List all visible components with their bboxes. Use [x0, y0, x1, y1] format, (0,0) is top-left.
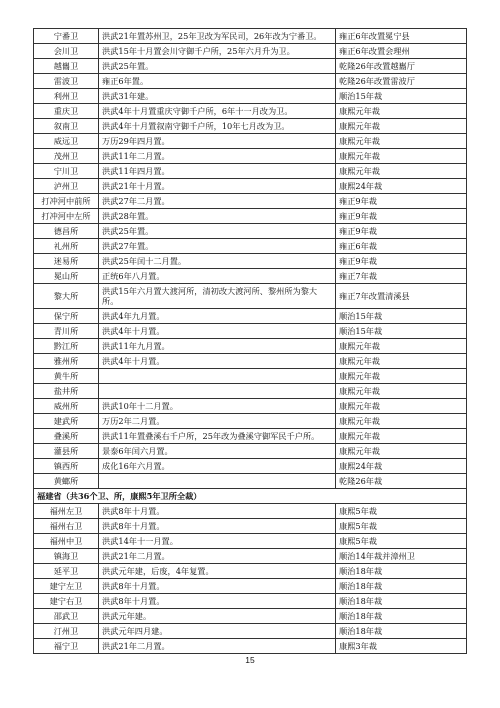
table-row — [34, 384, 467, 399]
history-cell: 洪武21年置苏州卫，25年卫改为军民司，26年改为宁番卫。 — [99, 29, 336, 44]
history-cell: 洪武4年十月置。 — [99, 324, 336, 339]
fate-cell: 顺治18年裁 — [336, 579, 467, 594]
garrison-name-cell: 邵武卫 — [34, 609, 99, 624]
table-row — [34, 74, 467, 89]
fate-cell: 雍正7年裁 — [336, 269, 467, 284]
garrison-name-cell: 利州卫 — [34, 89, 99, 104]
garrison-name-cell: 灌县所 — [34, 444, 99, 459]
history-cell: 洪武4年十月置叙南守御千户所，10年七月改为卫。 — [99, 119, 336, 134]
fate-cell: 康熙元年裁 — [336, 429, 467, 444]
fate-cell: 康熙元年裁 — [336, 414, 467, 429]
table-row — [34, 194, 467, 209]
history-cell: 洪武4年十月置重庆守御千户所，6年十一月改为卫。 — [99, 104, 336, 119]
garrison-name-cell: 叠溪所 — [34, 429, 99, 444]
fate-cell: 雍正7年改置清溪县 — [336, 284, 467, 309]
table-row — [34, 369, 467, 384]
history-cell: 洪武11年二月置。 — [99, 149, 336, 164]
history-cell: 洪武8年十月置。 — [99, 594, 336, 609]
garrison-name-cell: 建宁左卫 — [34, 579, 99, 594]
history-cell: 正统6年八月置。 — [99, 269, 336, 284]
history-cell: 洪武4年十月置。 — [99, 354, 336, 369]
table-row — [34, 564, 467, 579]
fate-cell: 乾隆26年裁 — [336, 474, 467, 489]
history-cell: 洪武元年建，后废，4年复置。 — [99, 564, 336, 579]
garrison-name-cell: 汀州卫 — [34, 624, 99, 639]
garrison-name-cell: 威远卫 — [34, 134, 99, 149]
fate-cell: 顺治15年裁 — [336, 309, 467, 324]
garrison-name-cell: 泸州卫 — [34, 179, 99, 194]
fate-cell: 顺治14年裁并漳州卫 — [336, 549, 467, 564]
history-cell: 洪武21年十月置。 — [99, 179, 336, 194]
table-row — [34, 284, 467, 309]
garrison-name-cell: 福州中卫 — [34, 534, 99, 549]
table-row — [34, 639, 467, 654]
table-row — [34, 579, 467, 594]
table-row — [34, 609, 467, 624]
garrison-name-cell: 打冲河中左所 — [34, 209, 99, 224]
fate-cell: 康熙24年裁 — [336, 459, 467, 474]
fate-cell: 乾隆26年改置雷波厅 — [336, 74, 467, 89]
fate-cell: 康熙元年裁 — [336, 149, 467, 164]
table-row — [34, 149, 467, 164]
fate-cell: 康熙元年裁 — [336, 339, 467, 354]
fate-cell: 康熙元年裁 — [336, 384, 467, 399]
garrison-name-cell: 越巂卫 — [34, 59, 99, 74]
table-row — [34, 179, 467, 194]
history-cell: 洪武27年二月置。 — [99, 194, 336, 209]
table-row — [34, 444, 467, 459]
page-number: 15 — [245, 655, 255, 665]
table-row — [34, 209, 467, 224]
table-row — [34, 254, 467, 269]
table-row — [34, 339, 467, 354]
table-row — [34, 44, 467, 59]
fate-cell: 雍正9年裁 — [336, 194, 467, 209]
garrison-name-cell: 福州左卫 — [34, 504, 99, 519]
garrison-name-cell: 建宁右卫 — [34, 594, 99, 609]
garrison-name-cell: 冕山所 — [34, 269, 99, 284]
garrison-name-cell: 雅州所 — [34, 354, 99, 369]
garrison-name-cell: 延平卫 — [34, 564, 99, 579]
history-cell: 洪武14年十一月置。 — [99, 534, 336, 549]
fate-cell: 康熙元年裁 — [336, 354, 467, 369]
table-row — [34, 29, 467, 44]
history-cell: 万历2年二月置。 — [99, 414, 336, 429]
fate-cell: 康熙元年裁 — [336, 104, 467, 119]
garrison-name-cell: 福宁卫 — [34, 639, 99, 654]
history-cell: 洪武8年十月置。 — [99, 579, 336, 594]
table-row — [34, 119, 467, 134]
fate-cell: 雍正9年裁 — [336, 209, 467, 224]
table-row — [34, 324, 467, 339]
table-row — [34, 519, 467, 534]
garrison-name-cell: 茂州卫 — [34, 149, 99, 164]
garrison-name-cell: 黔江所 — [34, 339, 99, 354]
fate-cell: 顺治15年裁 — [336, 89, 467, 104]
table-row — [34, 104, 467, 119]
history-cell: 洪武8年十月置。 — [99, 504, 336, 519]
table-row — [34, 534, 467, 549]
garrison-name-cell: 雷波卫 — [34, 74, 99, 89]
table-row — [34, 239, 467, 254]
fate-cell: 顺治15年裁 — [336, 324, 467, 339]
table-row — [34, 624, 467, 639]
table-row — [34, 429, 467, 444]
fate-cell: 康熙元年裁 — [336, 134, 467, 149]
fate-cell: 康熙元年裁 — [336, 119, 467, 134]
fate-cell: 康熙元年裁 — [336, 399, 467, 414]
table-row — [34, 224, 467, 239]
history-cell: 雍正6年置。 — [99, 74, 336, 89]
garrison-name-cell: 礼州所 — [34, 239, 99, 254]
fate-cell: 乾隆26年改置越巂厅 — [336, 59, 467, 74]
fate-cell: 顺治18年裁 — [336, 594, 467, 609]
garrison-name-cell: 叙南卫 — [34, 119, 99, 134]
garrison-name-cell: 德昌所 — [34, 224, 99, 239]
history-cell: 洪武8年十月置。 — [99, 519, 336, 534]
garrison-name-cell: 镇西所 — [34, 459, 99, 474]
fate-cell: 雍正9年裁 — [336, 254, 467, 269]
history-cell: 洪武元年建。 — [99, 609, 336, 624]
fate-cell: 康熙5年裁 — [336, 519, 467, 534]
fate-cell: 康熙5年裁 — [336, 504, 467, 519]
history-cell: 洪武25年置。 — [99, 59, 336, 74]
table-row — [34, 164, 467, 179]
history-cell: 景泰6年闰六月置。 — [99, 444, 336, 459]
history-cell: 洪武4年九月置。 — [99, 309, 336, 324]
table-row — [34, 399, 467, 414]
fate-cell: 康熙元年裁 — [336, 369, 467, 384]
garrison-name-cell: 宁川卫 — [34, 164, 99, 179]
garrison-table — [33, 28, 467, 654]
garrison-name-cell: 保宁所 — [34, 309, 99, 324]
table-row — [34, 89, 467, 104]
garrison-name-cell: 镇海卫 — [34, 549, 99, 564]
fate-cell: 雍正6年裁 — [336, 239, 467, 254]
history-cell — [99, 474, 336, 489]
history-cell: 洪武21年二月置。 — [99, 639, 336, 654]
table-body — [34, 29, 467, 654]
history-cell: 洪武21年二月置。 — [99, 549, 336, 564]
history-cell: 洪武25年闰十二月置。 — [99, 254, 336, 269]
fate-cell: 顺治18年裁 — [336, 624, 467, 639]
fate-cell: 雍正9年裁 — [336, 224, 467, 239]
fate-cell: 康熙元年裁 — [336, 164, 467, 179]
section-header-row — [34, 489, 467, 504]
table-row — [34, 309, 467, 324]
garrison-name-cell: 福州右卫 — [34, 519, 99, 534]
table-row — [34, 269, 467, 284]
garrison-name-cell: 盐井所 — [34, 384, 99, 399]
table-row — [34, 594, 467, 609]
history-cell: 洪武31年建。 — [99, 89, 336, 104]
table-row — [34, 134, 467, 149]
table-row — [34, 459, 467, 474]
fate-cell: 雍正6年改置会理州 — [336, 44, 467, 59]
table-row — [34, 549, 467, 564]
section-header: 福建省（共36个卫、所，康熙5年卫所全裁） — [34, 489, 467, 504]
garrison-name-cell: 青川所 — [34, 324, 99, 339]
history-cell: 洪武15年十月置会川守御千户所，25年六月升为卫。 — [99, 44, 336, 59]
history-cell: 洪武10年十二月置。 — [99, 399, 336, 414]
history-cell: 万历29年四月置。 — [99, 134, 336, 149]
garrison-name-cell: 黎大所 — [34, 284, 99, 309]
fate-cell: 康熙元年裁 — [336, 444, 467, 459]
table-row — [34, 504, 467, 519]
garrison-name-cell: 迷易所 — [34, 254, 99, 269]
table-row — [34, 354, 467, 369]
fate-cell: 顺治18年裁 — [336, 609, 467, 624]
history-cell: 洪武28年置。 — [99, 209, 336, 224]
garrison-name-cell: 威州所 — [34, 399, 99, 414]
garrison-name-cell: 黄牛所 — [34, 369, 99, 384]
history-cell: 洪武15年六月置大渡河所，清初改大渡河所、黎州所为黎大所。 — [99, 284, 336, 309]
garrison-name-cell: 重庆卫 — [34, 104, 99, 119]
table-row — [34, 474, 467, 489]
garrison-name-cell: 黄螂所 — [34, 474, 99, 489]
table-row — [34, 59, 467, 74]
history-cell: 洪武11年九月置。 — [99, 339, 336, 354]
history-cell: 洪武元年四月建。 — [99, 624, 336, 639]
history-cell: 洪武27年置。 — [99, 239, 336, 254]
fate-cell: 雍正6年改置冕宁县 — [336, 29, 467, 44]
history-cell — [99, 384, 336, 399]
garrison-name-cell: 会川卫 — [34, 44, 99, 59]
history-cell — [99, 369, 336, 384]
history-cell: 成化16年六月置。 — [99, 459, 336, 474]
table-row — [34, 414, 467, 429]
garrison-name-cell: 打冲河中前所 — [34, 194, 99, 209]
garrison-name-cell: 宁番卫 — [34, 29, 99, 44]
history-cell: 洪武11年置叠溪右千户所，25年改为叠溪守御军民千户所。 — [99, 429, 336, 444]
history-cell: 洪武25年置。 — [99, 224, 336, 239]
garrison-name-cell: 建武所 — [34, 414, 99, 429]
fate-cell: 康熙5年裁 — [336, 534, 467, 549]
fate-cell: 顺治18年裁 — [336, 564, 467, 579]
history-cell: 洪武11年四月置。 — [99, 164, 336, 179]
fate-cell: 康熙24年裁 — [336, 179, 467, 194]
fate-cell: 康熙3年裁 — [336, 639, 467, 654]
